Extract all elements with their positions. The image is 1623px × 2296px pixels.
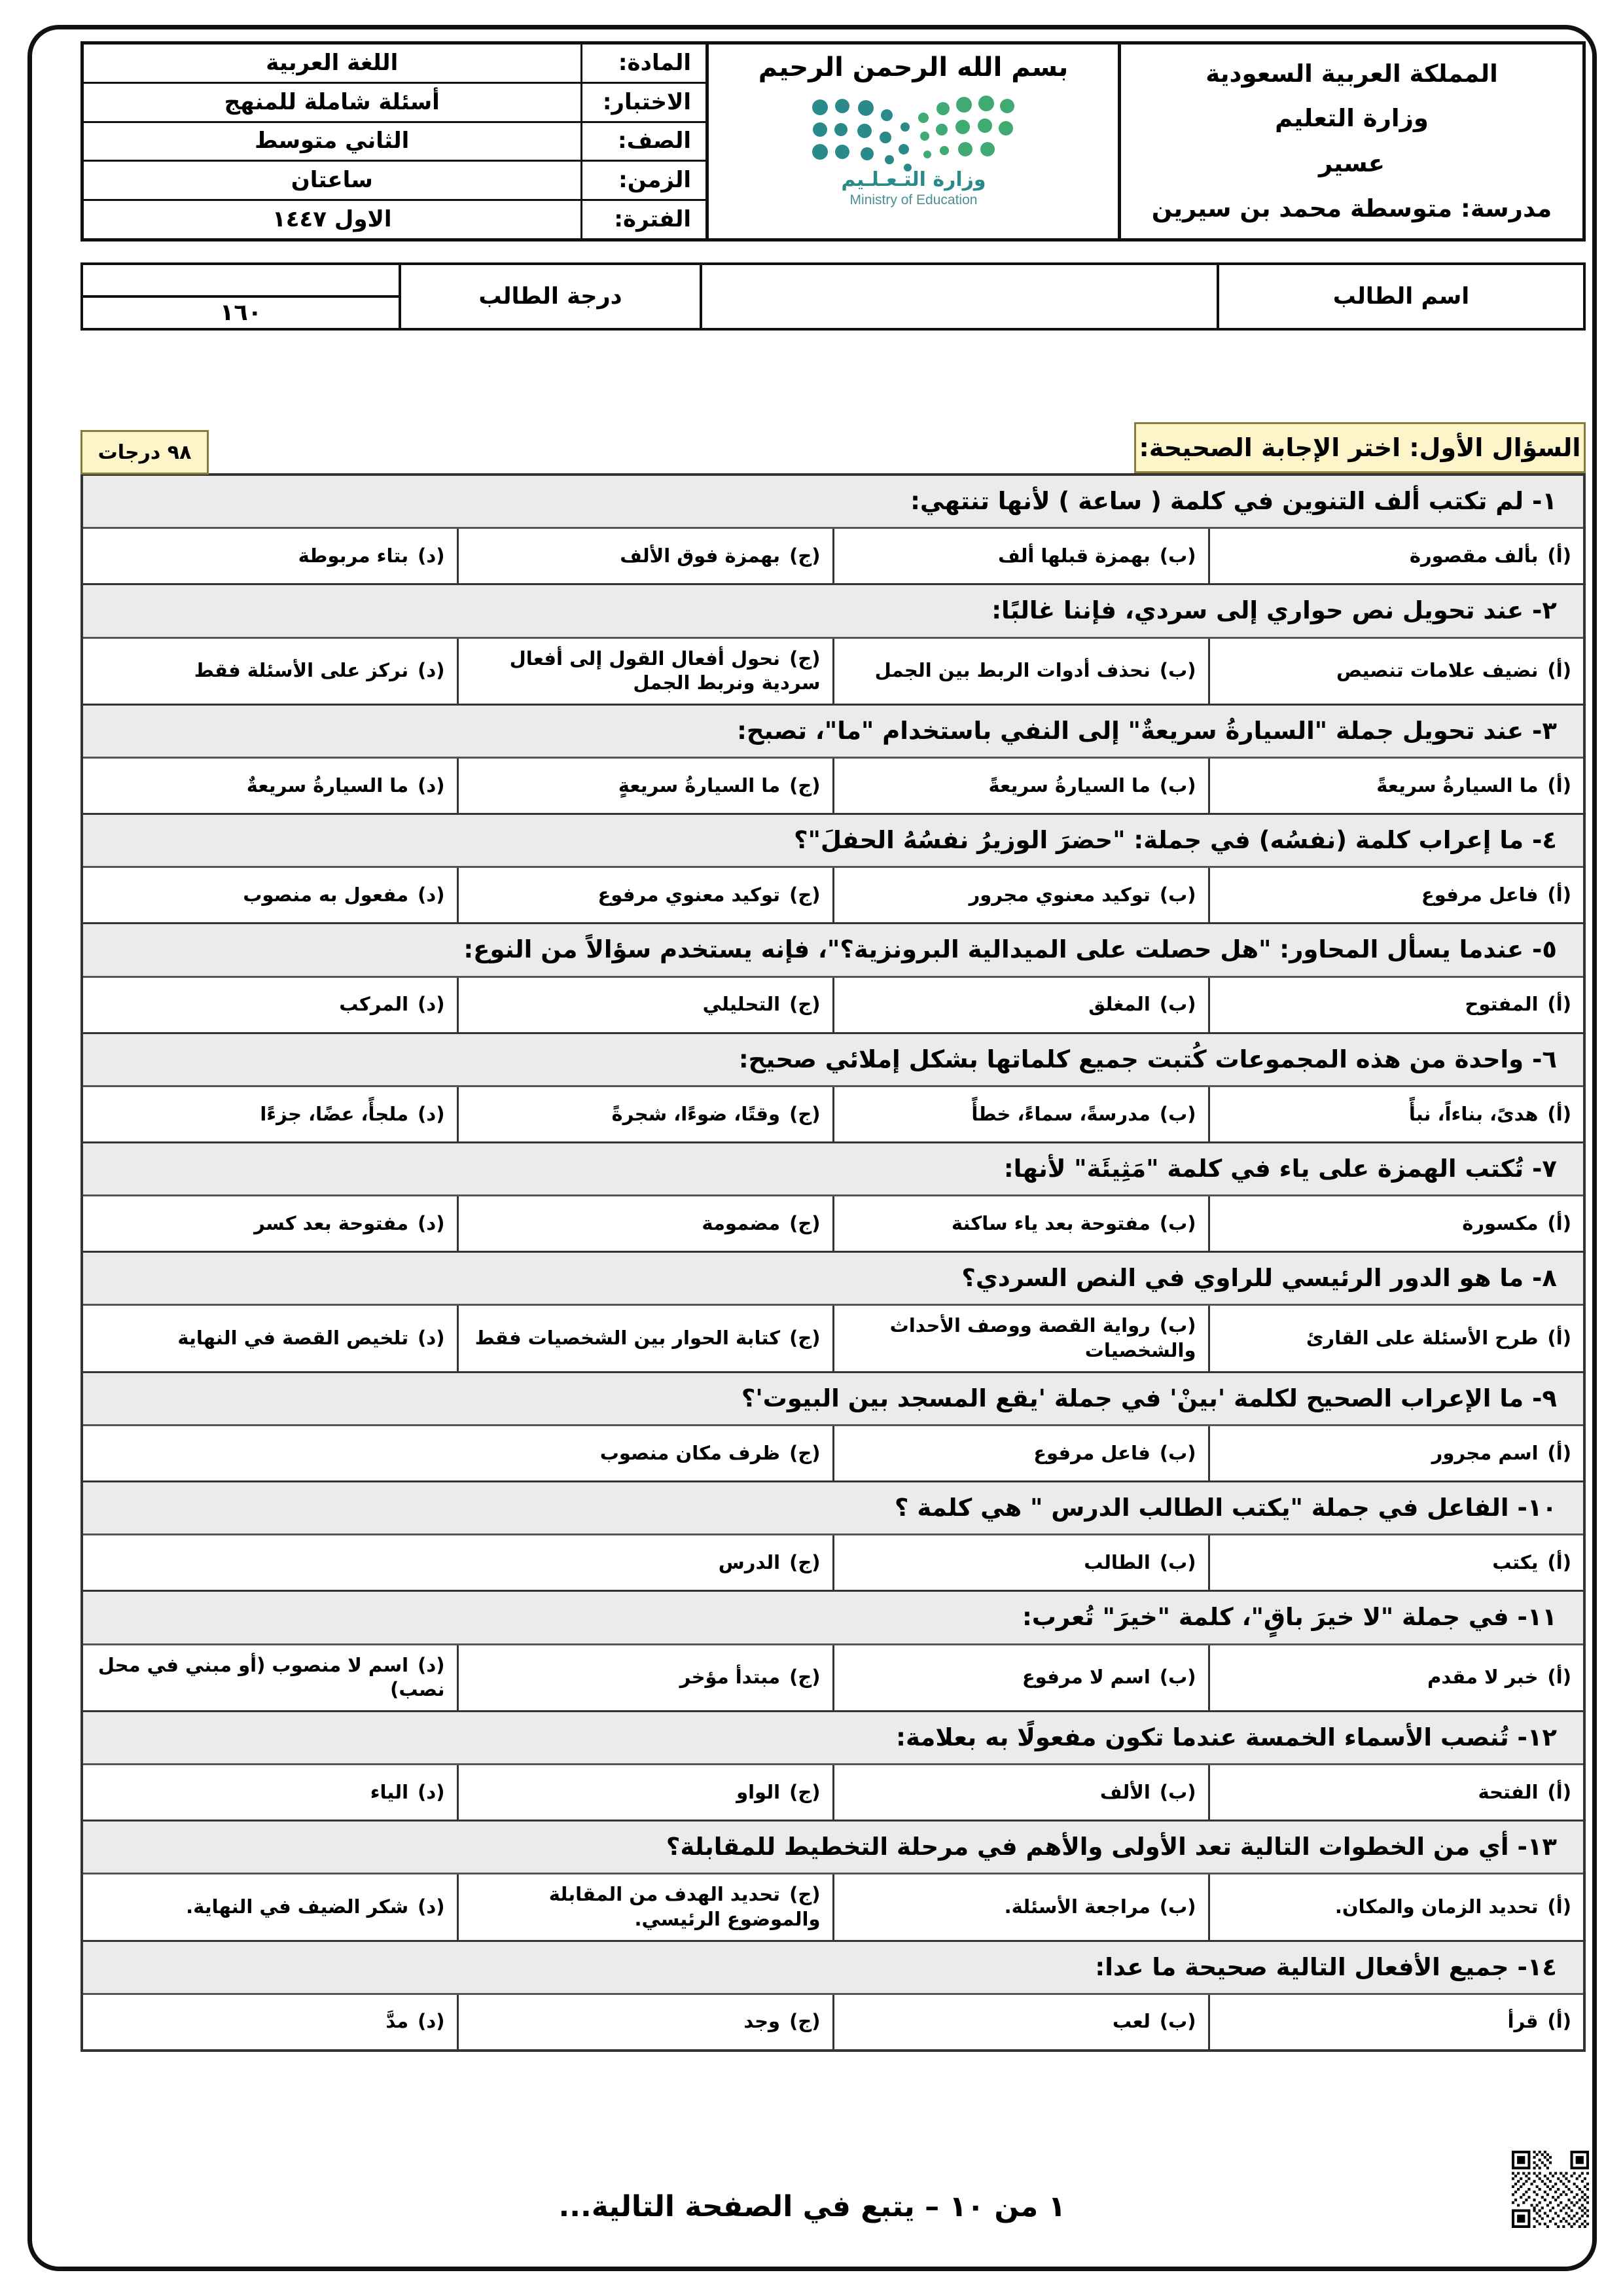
question-stem: ٥- عندما يسأل المحاور: "هل حصلت على الميدالية البرونزية؟"، فإنه يستخدم سؤالاً من النوع: xyxy=(82,924,1584,977)
option-text: طرح الأسئلة على القارئ xyxy=(1306,1327,1539,1350)
option-key: (ج) xyxy=(789,1883,821,1906)
option-text: يكتب xyxy=(1492,1551,1539,1573)
question-stem-row xyxy=(82,1033,1584,1086)
option-text: بهمزة فوق الألف xyxy=(620,544,781,567)
option-key: (د) xyxy=(418,544,445,567)
option-text: توكيد معنوي مجرور xyxy=(969,884,1150,906)
question-options-row xyxy=(82,1994,1584,2051)
option-text: الألف xyxy=(1099,1780,1150,1803)
option-a[interactable] xyxy=(1209,867,1584,924)
student-info-row xyxy=(80,262,1586,331)
option-text: بتاء مربوطة xyxy=(298,544,409,567)
question-options-row xyxy=(82,1086,1584,1142)
question-stem-row xyxy=(82,1821,1584,1874)
question-one-band xyxy=(80,422,1586,473)
option-key: (أ) xyxy=(1547,1666,1571,1689)
option-text: تحديد الزمان والمكان. xyxy=(1334,1895,1539,1918)
student-info-table xyxy=(80,262,1586,331)
info-label: الزمن: xyxy=(581,161,705,200)
option-text: شكر الضيف في النهاية. xyxy=(186,1895,409,1918)
option-text: وقتًا، ضوءًا، شجرةً xyxy=(611,1102,781,1125)
option-key: (ج) xyxy=(789,1551,821,1573)
question-options-row xyxy=(82,1426,1584,1482)
option-c[interactable] xyxy=(457,637,833,704)
school-name: مدرسة: متوسطة محمد بن سيرين xyxy=(1151,194,1552,223)
option-key: (أ) xyxy=(1547,1780,1571,1803)
option-key: (ج) xyxy=(789,884,821,906)
option-a[interactable] xyxy=(1209,1994,1584,2051)
option-a[interactable] xyxy=(1209,637,1584,704)
option-c[interactable] xyxy=(457,1994,833,2051)
option-a[interactable] xyxy=(1209,1644,1584,1711)
option-d[interactable] xyxy=(82,1874,457,1941)
option-text: لعب xyxy=(1112,2010,1150,2033)
option-b[interactable] xyxy=(833,977,1209,1033)
option-text: فاعل مرفوع xyxy=(1421,884,1539,906)
option-b[interactable] xyxy=(833,1535,1209,1591)
option-text: قرأ xyxy=(1507,2010,1539,2033)
option-text: بهمزة قبلها ألف xyxy=(997,544,1150,567)
question-stem: ٢- عند تحويل نص حواري إلى سردي، فإننا غالبًا: xyxy=(82,584,1584,637)
option-key: (ب) xyxy=(1159,2010,1196,2033)
option-key: (أ) xyxy=(1547,1551,1571,1573)
question-options-row xyxy=(82,1874,1584,1941)
option-c[interactable] xyxy=(457,867,833,924)
option-c[interactable] xyxy=(457,1196,833,1252)
table-row xyxy=(84,161,705,200)
option-key: (د) xyxy=(418,1653,445,1676)
total-marks-value: ١٦٠ xyxy=(82,296,400,329)
option-key: (ب) xyxy=(1159,1780,1196,1803)
question-stem: ٣- عند تحويل جملة "السيارةُ سريعةٌ" إلى النفي باستخدام "ما"، تصبح: xyxy=(82,704,1584,757)
question-options-row xyxy=(82,758,1584,814)
option-key: (ب) xyxy=(1159,1666,1196,1689)
option-key: (ب) xyxy=(1159,774,1196,797)
question-stem: ٩- ما الإعراب الصحيح لكلمة 'بينْ' في جملة 'يقع المسجد بين البيوت'؟ xyxy=(82,1372,1584,1425)
exam-info-table xyxy=(84,45,705,238)
qr-code xyxy=(1512,2151,1589,2228)
option-key: (أ) xyxy=(1547,993,1571,1016)
option-key: (ج) xyxy=(789,647,821,670)
option-key: (د) xyxy=(418,1895,445,1918)
student-grade-input[interactable] xyxy=(82,264,400,296)
option-text: نحذف أدوات الربط بين الجمل xyxy=(874,659,1150,682)
question-options-row xyxy=(82,528,1584,584)
option-key: (د) xyxy=(418,884,445,906)
option-text: رواية القصة ووصف الأحداث والشخصيات xyxy=(889,1314,1196,1362)
option-a[interactable] xyxy=(1209,1426,1584,1482)
option-text: مفتوحة بعد ياء ساكنة xyxy=(951,1211,1150,1234)
option-key: (أ) xyxy=(1547,884,1571,906)
option-key: (د) xyxy=(418,1780,445,1803)
student-name-label: اسم الطالب xyxy=(1218,264,1584,329)
page-frame xyxy=(27,25,1597,2271)
option-key: (أ) xyxy=(1547,1327,1571,1350)
option-text: اسم لا مرفوع xyxy=(1022,1666,1150,1689)
option-key: (أ) xyxy=(1547,774,1571,797)
option-d[interactable] xyxy=(82,1305,457,1372)
option-c[interactable] xyxy=(457,1874,833,1941)
option-text: الدرس xyxy=(718,1551,781,1573)
option-text: نحول أفعال القول إلى أفعال سردية ونربط الجمل xyxy=(509,647,821,694)
question-options-row xyxy=(82,1305,1584,1372)
question-stem: ٦- واحدة من هذه المجموعات كُتبت جميع كلماتها بشكل إملائي صحيح: xyxy=(82,1033,1584,1086)
option-key: (ج) xyxy=(789,1102,821,1125)
option-text: ما السيارةُ سريعةٍ xyxy=(618,774,781,797)
info-value: أسئلة شاملة للمنهج xyxy=(84,82,581,122)
option-text: ظرف مكان منصوب xyxy=(599,1441,781,1464)
option-text: الواو xyxy=(736,1780,781,1803)
option-key: (أ) xyxy=(1547,1441,1571,1464)
option-key: (أ) xyxy=(1547,1211,1571,1234)
info-label: الفترة: xyxy=(581,200,705,238)
info-label: الاختبار: xyxy=(581,82,705,122)
option-b[interactable] xyxy=(833,1874,1209,1941)
question-stem-row xyxy=(82,924,1584,977)
option-key: (ب) xyxy=(1159,1211,1196,1234)
option-c[interactable] xyxy=(457,528,833,584)
option-a[interactable] xyxy=(1209,758,1584,814)
question-one-title: السؤال الأول: اختر الإجابة الصحيحة: xyxy=(1134,422,1586,473)
option-key: (ب) xyxy=(1159,993,1196,1016)
option-text: خبر لا مقدم xyxy=(1427,1666,1539,1689)
option-a[interactable] xyxy=(1209,1535,1584,1591)
table-row xyxy=(84,45,705,82)
option-key: (ب) xyxy=(1159,1314,1196,1337)
question-stem-row xyxy=(82,1591,1584,1644)
question-stem-row xyxy=(82,1482,1584,1535)
option-text: توكيد معنوي مرفوع xyxy=(597,884,781,906)
option-text: مفتوحة بعد كسر xyxy=(254,1211,409,1234)
option-key: (ج) xyxy=(789,2010,821,2033)
question-options-row xyxy=(82,1765,1584,1821)
option-a[interactable] xyxy=(1209,1086,1584,1142)
option-text: نضيف علامات تنصيص xyxy=(1336,659,1539,682)
question-stem: ٤- ما إعراب كلمة (نفسُه) في جملة: "حضرَ الوزيرُ نفسُهُ الحفلَ"؟ xyxy=(82,814,1584,867)
option-a[interactable] xyxy=(1209,1196,1584,1252)
logo-block xyxy=(705,45,1118,238)
option-key: (أ) xyxy=(1547,544,1571,567)
option-text: تلخيص القصة في النهاية xyxy=(177,1327,409,1350)
option-key: (ج) xyxy=(789,1211,821,1234)
option-key: (أ) xyxy=(1547,2010,1571,2033)
question-options-row xyxy=(82,1535,1584,1591)
option-d[interactable] xyxy=(82,867,457,924)
option-key: (د) xyxy=(418,993,445,1016)
option-c[interactable] xyxy=(457,1305,833,1372)
option-key: (ج) xyxy=(789,1327,821,1350)
option-a[interactable] xyxy=(1209,977,1584,1033)
question-stem-row xyxy=(82,584,1584,637)
option-key: (د) xyxy=(418,659,445,682)
option-d[interactable] xyxy=(82,1644,457,1711)
option-key: (ج) xyxy=(789,774,821,797)
option-b[interactable] xyxy=(833,867,1209,924)
question-stem-row xyxy=(82,1252,1584,1305)
ministry-of-education-logo xyxy=(806,86,1022,211)
option-c[interactable] xyxy=(457,1765,833,1821)
option-b[interactable] xyxy=(833,1305,1209,1372)
option-b[interactable] xyxy=(833,528,1209,584)
question-options-row xyxy=(82,1196,1584,1252)
option-text: كتابة الحوار بين الشخصيات فقط xyxy=(474,1327,781,1350)
option-key: (ج) xyxy=(789,993,821,1016)
option-a[interactable] xyxy=(1209,1305,1584,1372)
option-text: نركز على الأسئلة فقط xyxy=(194,659,409,682)
option-key: (ج) xyxy=(789,1666,821,1689)
option-key: (ب) xyxy=(1159,1551,1196,1573)
question-options-row xyxy=(82,867,1584,924)
option-d[interactable] xyxy=(82,637,457,704)
option-text: ملجأً، عضًا، جزءًا xyxy=(260,1102,409,1125)
option-d[interactable] xyxy=(82,1994,457,2051)
logo-english-text: Ministry of Education xyxy=(849,192,977,207)
option-c[interactable] xyxy=(82,1535,833,1591)
option-key: (د) xyxy=(418,1102,445,1125)
question-stem-row xyxy=(82,704,1584,757)
question-stem-row xyxy=(82,1142,1584,1195)
info-value: اللغة العربية xyxy=(84,45,581,82)
option-d[interactable] xyxy=(82,528,457,584)
option-text: تحديد الهدف من المقابلة والموضوع الرئيسي. xyxy=(548,1883,821,1931)
option-a[interactable] xyxy=(1209,528,1584,584)
question-one-marks-badge: ٩٨ درجات xyxy=(80,430,209,475)
question-options-row xyxy=(82,637,1584,704)
option-text: مدَّ xyxy=(385,2010,409,2033)
region-name: عسير xyxy=(1318,149,1385,177)
question-stem-row xyxy=(82,475,1584,528)
option-c[interactable] xyxy=(457,977,833,1033)
document-header xyxy=(80,41,1586,242)
question-stem: ١٢- تُنصب الأسماء الخمسة عندما تكون مفعولًا به بعلامة: xyxy=(82,1711,1584,1764)
option-b[interactable] xyxy=(833,1086,1209,1142)
mcq-table xyxy=(80,473,1586,2052)
question-stem: ١٤- جميع الأفعال التالية صحيحة ما عدا: xyxy=(82,1941,1584,1994)
option-text: الفتحة xyxy=(1478,1780,1539,1803)
option-text: التحليلي xyxy=(702,993,781,1016)
option-key: (ب) xyxy=(1159,1102,1196,1125)
option-d[interactable] xyxy=(82,977,457,1033)
option-a[interactable] xyxy=(1209,1765,1584,1821)
option-key: (ب) xyxy=(1159,544,1196,567)
option-d[interactable] xyxy=(82,1196,457,1252)
option-text: مراجعة الأسئلة. xyxy=(1004,1895,1150,1918)
option-b[interactable] xyxy=(833,1994,1209,2051)
page-footer-text: ١ من ١٠ – يتبع في الصفحة التالية... xyxy=(558,2190,1066,2223)
info-value: الاول ١٤٤٧ xyxy=(84,200,581,238)
option-key: (ب) xyxy=(1159,1441,1196,1464)
question-stem: ١- لم تكتب ألف التنوين في كلمة ( ساعة ) لأنها تنتهي: xyxy=(82,475,1584,528)
option-text: مضمومة xyxy=(702,1211,781,1234)
option-key: (أ) xyxy=(1547,659,1571,682)
option-b[interactable] xyxy=(833,1765,1209,1821)
exam-info-block xyxy=(84,45,705,238)
option-b[interactable] xyxy=(833,758,1209,814)
student-name-input[interactable] xyxy=(701,264,1218,329)
info-label: الصف: xyxy=(581,122,705,161)
question-stem-row xyxy=(82,1941,1584,1994)
ministry-identity-block xyxy=(1118,45,1582,238)
option-text: فاعل مرفوع xyxy=(1033,1441,1150,1464)
option-b[interactable] xyxy=(833,1196,1209,1252)
option-text: ما السيارةُ سريعةٌ xyxy=(246,774,409,797)
ministry-name: وزارة التعليم xyxy=(1275,104,1429,133)
option-text: هدىً، بناءاً، نبأً xyxy=(1408,1102,1539,1125)
question-stem: ٨- ما هو الدور الرئيسي للراوي في النص السردي؟ xyxy=(82,1252,1584,1305)
option-text: اسم لا منصوب (أو مبني في محل نصب) xyxy=(98,1653,445,1701)
option-key: (أ) xyxy=(1547,1895,1571,1918)
option-d[interactable] xyxy=(82,1086,457,1142)
option-b[interactable] xyxy=(833,637,1209,704)
student-grade-label: درجة الطالب xyxy=(400,264,701,329)
option-text: وجد xyxy=(743,2010,781,2033)
option-text: ما السيارةُ سريعةً xyxy=(988,774,1150,797)
option-key: (ج) xyxy=(789,544,821,567)
option-key: (د) xyxy=(418,1327,445,1350)
option-text: المركب xyxy=(339,993,409,1016)
question-stem-row xyxy=(82,814,1584,867)
info-value: ساعتان xyxy=(84,161,581,200)
option-b[interactable] xyxy=(833,1644,1209,1711)
option-key: (ج) xyxy=(789,1441,821,1464)
option-text: الطالب xyxy=(1084,1551,1150,1573)
table-row xyxy=(84,122,705,161)
option-c[interactable] xyxy=(457,1086,833,1142)
question-stem-row xyxy=(82,1372,1584,1425)
question-stem-row xyxy=(82,1711,1584,1764)
country-name: المملكة العربية السعودية xyxy=(1205,59,1498,88)
option-text: المغلق xyxy=(1088,993,1150,1016)
option-text: مبتدأ مؤخر xyxy=(679,1666,781,1689)
question-stem: ١١- في جملة "لا خيرَ باقٍ"، كلمة "خيرَ" تُعرب: xyxy=(82,1591,1584,1644)
option-text: الياء xyxy=(370,1780,409,1803)
question-stem: ١٣- أي من الخطوات التالية تعد الأولى والأهم في مرحلة التخطيط للمقابلة؟ xyxy=(82,1821,1584,1874)
option-a[interactable] xyxy=(1209,1874,1584,1941)
option-c[interactable] xyxy=(457,758,833,814)
page-content xyxy=(78,41,1586,2052)
option-key: (ب) xyxy=(1159,884,1196,906)
question-stem: ١٠- الفاعل في جملة "يكتب الطالب الدرس " هي كلمة ؟ xyxy=(82,1482,1584,1535)
logo-arabic-text: وزارة التـعـلـيم xyxy=(840,168,986,191)
info-label: المادة: xyxy=(581,45,705,82)
option-key: (ب) xyxy=(1159,659,1196,682)
option-text: ما السيارةُ سريعةً xyxy=(1376,774,1539,797)
question-options-row xyxy=(82,977,1584,1033)
option-text: مكسورة xyxy=(1462,1211,1539,1234)
option-d[interactable] xyxy=(82,1765,457,1821)
option-text: اسم مجرور xyxy=(1431,1441,1539,1464)
option-c[interactable] xyxy=(457,1644,833,1711)
table-row xyxy=(84,82,705,122)
table-row xyxy=(82,264,1584,296)
option-text: مفعول به منصوب xyxy=(243,884,409,906)
question-options-row xyxy=(82,1644,1584,1711)
option-key: (أ) xyxy=(1547,1102,1571,1125)
table-row xyxy=(84,200,705,238)
option-b[interactable] xyxy=(833,1426,1209,1482)
option-key: (د) xyxy=(418,1211,445,1234)
option-text: بألف مقصورة xyxy=(1409,544,1539,567)
option-key: (ج) xyxy=(789,1780,821,1803)
option-text: مدرسةً، سماءً، خطأً xyxy=(971,1102,1150,1125)
basmala-text: بسم الله الرحمن الرحيم xyxy=(758,52,1069,82)
option-key: (د) xyxy=(418,2010,445,2033)
option-key: (د) xyxy=(418,774,445,797)
question-stem: ٧- تُكتب الهمزة على ياء في كلمة "مَثِيئَة" لأنها: xyxy=(82,1142,1584,1195)
option-key: (ب) xyxy=(1159,1895,1196,1918)
option-c[interactable] xyxy=(82,1426,833,1482)
option-text: المفتوح xyxy=(1465,993,1539,1016)
info-value: الثاني متوسط xyxy=(84,122,581,161)
option-d[interactable] xyxy=(82,758,457,814)
